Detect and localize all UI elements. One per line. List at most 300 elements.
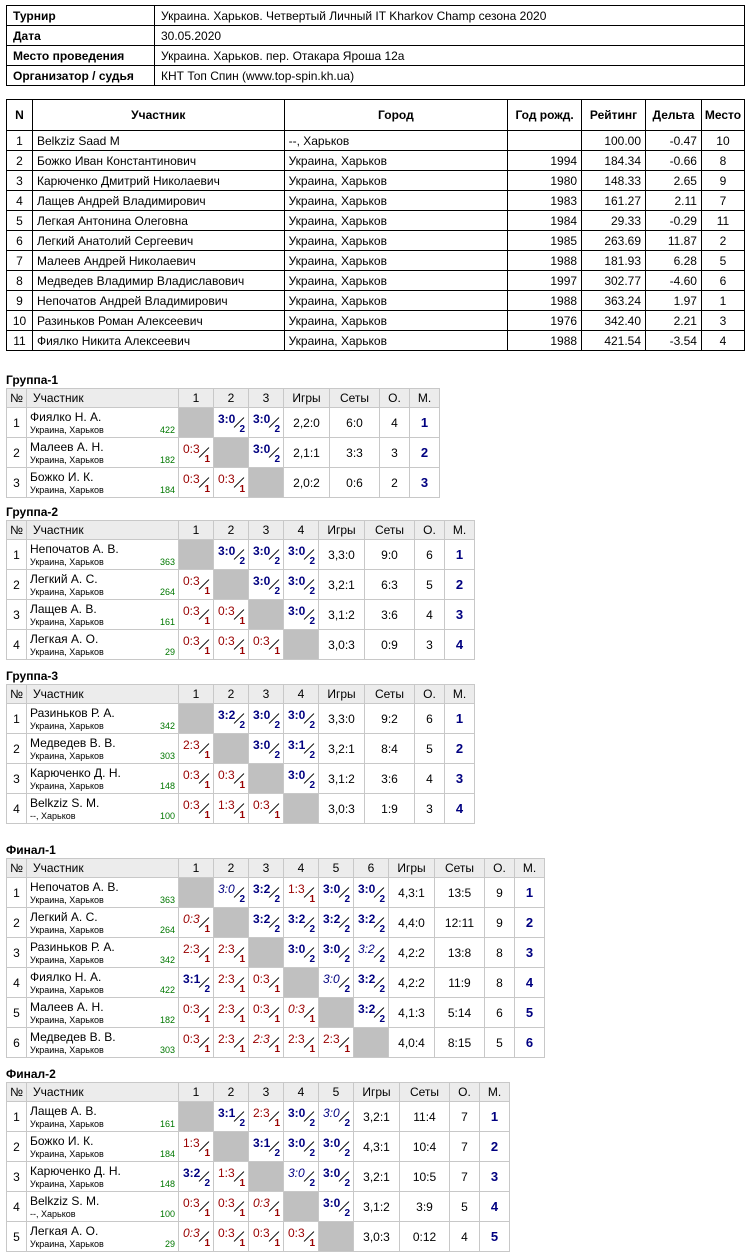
sets-cell: 11:4 bbox=[400, 1102, 450, 1132]
column-header: Сеты bbox=[330, 389, 380, 408]
match-result bbox=[319, 1102, 354, 1132]
self-cell bbox=[179, 408, 214, 438]
match-result bbox=[284, 1132, 319, 1162]
match-points: 1 bbox=[274, 984, 280, 995]
column-header: Город bbox=[284, 100, 508, 131]
place-cell: 5 bbox=[515, 998, 545, 1028]
player-name: Медведев В. В. bbox=[30, 1029, 116, 1044]
match-result bbox=[214, 878, 249, 908]
column-header: № bbox=[7, 389, 27, 408]
player-name: Разиньков Р. А. bbox=[30, 705, 115, 720]
player-cell bbox=[27, 764, 179, 794]
place-cell: 5 bbox=[480, 1222, 510, 1252]
participants-header-row bbox=[7, 100, 745, 131]
participant-cell: 4 bbox=[701, 331, 744, 351]
match-points: 1 bbox=[344, 1044, 350, 1055]
group-body bbox=[7, 704, 475, 824]
games-cell: 3,2:1 bbox=[319, 734, 365, 764]
participant-cell: -0.29 bbox=[646, 211, 702, 231]
player-rating: 342 bbox=[159, 721, 175, 731]
player-name: Непочатов А. В. bbox=[30, 541, 119, 556]
match-score: 3:0 bbox=[323, 1166, 341, 1180]
column-header: Сеты bbox=[365, 685, 415, 704]
place-cell: 3 bbox=[515, 938, 545, 968]
match-result bbox=[284, 540, 319, 570]
points-cell: 5 bbox=[485, 1028, 515, 1058]
row-number: 2 bbox=[7, 1132, 27, 1162]
participant-cell: Украина, Харьков bbox=[284, 291, 508, 311]
participant-cell: 1983 bbox=[508, 191, 582, 211]
match-result bbox=[249, 1222, 284, 1252]
match-points: 1 bbox=[239, 1044, 245, 1055]
match-result bbox=[319, 1028, 354, 1058]
place-cell: 3 bbox=[445, 600, 475, 630]
participant-row bbox=[7, 311, 745, 331]
match-points: 2 bbox=[274, 556, 280, 567]
match-score: 3:0 bbox=[288, 604, 306, 618]
match-result bbox=[284, 600, 319, 630]
match-points: 2 bbox=[309, 1178, 315, 1189]
participant-cell: Непочатов Андрей Владимирович bbox=[32, 291, 284, 311]
row-number: 5 bbox=[7, 1222, 27, 1252]
match-result bbox=[214, 794, 249, 824]
match-points: 1 bbox=[204, 1044, 210, 1055]
group-table bbox=[6, 388, 440, 498]
match-result bbox=[214, 968, 249, 998]
points-cell: 8 bbox=[485, 968, 515, 998]
player-city: Украина, Харьков bbox=[30, 750, 104, 761]
match-score: 1:3 bbox=[288, 882, 305, 896]
match-score: 3:0 bbox=[288, 768, 306, 782]
participant-cell: Божко Иван Константинович bbox=[32, 151, 284, 171]
games-cell: 4,4:0 bbox=[389, 908, 435, 938]
match-result bbox=[214, 1192, 249, 1222]
match-result bbox=[284, 1222, 319, 1252]
match-points: 2 bbox=[379, 984, 385, 995]
column-header: 1 bbox=[179, 1083, 214, 1102]
player-rating: 363 bbox=[159, 557, 175, 567]
player-city: Украина, Харьков bbox=[30, 424, 104, 435]
match-score: 0:3 bbox=[183, 1196, 200, 1210]
participant-cell: 1994 bbox=[508, 151, 582, 171]
participant-cell: Медведев Владимир Владиславович bbox=[32, 271, 284, 291]
match-score: 3:0 bbox=[288, 1166, 305, 1180]
match-result bbox=[214, 938, 249, 968]
player-rating: 264 bbox=[159, 587, 175, 597]
match-points: 1 bbox=[239, 484, 245, 495]
column-header: Игры bbox=[284, 389, 330, 408]
match-result bbox=[214, 704, 249, 734]
row-number: 3 bbox=[7, 468, 27, 498]
match-points: 2 bbox=[309, 720, 315, 731]
match-result bbox=[179, 764, 214, 794]
column-header: № bbox=[7, 1083, 27, 1102]
sets-cell: 0:12 bbox=[400, 1222, 450, 1252]
place-cell: 1 bbox=[445, 540, 475, 570]
participant-cell: 6 bbox=[7, 231, 33, 251]
player-cell bbox=[27, 570, 179, 600]
match-points: 1 bbox=[204, 1238, 210, 1249]
match-score: 3:0 bbox=[218, 882, 235, 896]
self-cell bbox=[249, 938, 284, 968]
match-result bbox=[214, 1162, 249, 1192]
participant-cell: -4.60 bbox=[646, 271, 702, 291]
player-cell bbox=[27, 540, 179, 570]
column-header: Участник bbox=[27, 859, 179, 878]
participant-cell: 1 bbox=[7, 131, 33, 151]
group-header-row bbox=[7, 685, 475, 704]
column-header: М. bbox=[445, 521, 475, 540]
games-cell: 2,1:1 bbox=[284, 438, 330, 468]
match-score: 0:3 bbox=[218, 472, 235, 486]
match-result bbox=[319, 908, 354, 938]
match-points: 1 bbox=[274, 1118, 280, 1129]
points-cell: 4 bbox=[415, 764, 445, 794]
participant-cell: 1980 bbox=[508, 171, 582, 191]
column-header: 3 bbox=[249, 389, 284, 408]
self-cell bbox=[284, 794, 319, 824]
match-points: 1 bbox=[204, 616, 210, 627]
match-score: 0:3 bbox=[288, 1002, 305, 1016]
match-result bbox=[249, 1192, 284, 1222]
participant-cell: 9 bbox=[7, 291, 33, 311]
match-points: 1 bbox=[274, 1238, 280, 1249]
match-points: 2 bbox=[274, 924, 280, 935]
row-number: 3 bbox=[7, 938, 27, 968]
match-points: 2 bbox=[379, 894, 385, 905]
match-result bbox=[249, 968, 284, 998]
player-city: Украина, Харьков bbox=[30, 1044, 104, 1055]
match-result bbox=[179, 794, 214, 824]
participant-cell: 5 bbox=[7, 211, 33, 231]
match-result bbox=[249, 570, 284, 600]
match-result bbox=[179, 1028, 214, 1058]
player-cell bbox=[27, 438, 179, 468]
points-cell: 4 bbox=[450, 1222, 480, 1252]
match-score: 0:3 bbox=[183, 1032, 200, 1046]
group-body bbox=[7, 878, 545, 1058]
player-name: Лащев А. В. bbox=[30, 601, 97, 616]
player-rating: 303 bbox=[159, 1045, 175, 1055]
match-score: 3:0 bbox=[288, 942, 306, 956]
participant-cell: Belkziz Saad M bbox=[32, 131, 284, 151]
participant-cell: 2 bbox=[701, 231, 744, 251]
match-points: 2 bbox=[309, 780, 315, 791]
match-score: 3:0 bbox=[218, 412, 236, 426]
match-score: 3:0 bbox=[288, 1136, 306, 1150]
group-header bbox=[7, 1083, 510, 1102]
self-cell bbox=[354, 1028, 389, 1058]
match-result bbox=[214, 408, 249, 438]
player-name: Малеев А. Н. bbox=[30, 439, 104, 454]
games-cell: 3,2:1 bbox=[319, 570, 365, 600]
match-result bbox=[249, 704, 284, 734]
match-score: 0:3 bbox=[218, 1196, 235, 1210]
place-cell: 3 bbox=[410, 468, 440, 498]
match-score: 2:3 bbox=[218, 942, 235, 956]
match-result bbox=[179, 998, 214, 1028]
column-header: Игры bbox=[319, 685, 365, 704]
player-city: Украина, Харьков bbox=[30, 924, 104, 935]
match-score: 0:3 bbox=[253, 1002, 270, 1016]
player-cell bbox=[27, 1192, 179, 1222]
match-result bbox=[354, 878, 389, 908]
match-score: 0:3 bbox=[288, 1226, 305, 1240]
match-score: 1:3 bbox=[218, 1166, 235, 1180]
self-cell bbox=[249, 1162, 284, 1192]
group-title: Группа-3 bbox=[6, 669, 59, 683]
column-header: Место bbox=[701, 100, 744, 131]
points-cell: 7 bbox=[450, 1162, 480, 1192]
match-result bbox=[319, 968, 354, 998]
match-score: 0:3 bbox=[183, 912, 200, 926]
row-number: 6 bbox=[7, 1028, 27, 1058]
match-result bbox=[249, 908, 284, 938]
player-name: Belkziz S. M. bbox=[30, 795, 100, 810]
player-name: Божко И. К. bbox=[30, 1133, 94, 1148]
column-header: Участник bbox=[27, 389, 179, 408]
participant-cell bbox=[508, 131, 582, 151]
match-score: 3:0 bbox=[323, 882, 341, 896]
participant-cell: Разиньков Роман Алексеевич bbox=[32, 311, 284, 331]
match-points: 2 bbox=[309, 556, 315, 567]
player-city: Украина, Харьков bbox=[30, 1238, 104, 1249]
sets-cell: 11:9 bbox=[435, 968, 485, 998]
match-result bbox=[249, 878, 284, 908]
player-cell bbox=[27, 408, 179, 438]
match-score: 3:0 bbox=[253, 544, 271, 558]
match-result bbox=[179, 968, 214, 998]
group-row bbox=[7, 540, 475, 570]
column-header: Участник bbox=[27, 685, 179, 704]
match-score: 3:2 bbox=[323, 912, 341, 926]
info-value: Украина. Харьков. пер. Отакара Яроша 12а bbox=[155, 46, 745, 66]
self-cell bbox=[179, 704, 214, 734]
match-score: 3:0 bbox=[253, 412, 271, 426]
player-rating: 29 bbox=[164, 647, 175, 657]
row-number: 3 bbox=[7, 764, 27, 794]
match-points: 1 bbox=[239, 954, 245, 965]
match-points: 2 bbox=[239, 1118, 245, 1129]
row-number: 5 bbox=[7, 998, 27, 1028]
group-table bbox=[6, 858, 545, 1058]
match-score: 3:1 bbox=[183, 972, 201, 986]
match-score: 3:0 bbox=[358, 882, 376, 896]
participant-cell: 5 bbox=[701, 251, 744, 271]
sets-cell: 3:6 bbox=[365, 600, 415, 630]
row-number: 4 bbox=[7, 630, 27, 660]
match-score: 3:2 bbox=[358, 972, 376, 986]
match-score: 2:3 bbox=[218, 1002, 235, 1016]
match-score: 3:2 bbox=[358, 912, 376, 926]
column-header: О. bbox=[380, 389, 410, 408]
match-result bbox=[179, 630, 214, 660]
group-title: Финал-2 bbox=[6, 1067, 56, 1081]
match-points: 2 bbox=[274, 586, 280, 597]
player-cell bbox=[27, 1028, 179, 1058]
participant-cell: --, Харьков bbox=[284, 131, 508, 151]
row-number: 3 bbox=[7, 600, 27, 630]
match-points: 1 bbox=[274, 810, 280, 821]
column-header: 2 bbox=[214, 859, 249, 878]
column-header: 3 bbox=[249, 1083, 284, 1102]
group-header-row bbox=[7, 389, 440, 408]
match-points: 1 bbox=[239, 1238, 245, 1249]
sets-cell: 0:9 bbox=[365, 630, 415, 660]
column-header: Рейтинг bbox=[582, 100, 646, 131]
match-points: 1 bbox=[204, 1014, 210, 1025]
match-result bbox=[354, 938, 389, 968]
match-points: 1 bbox=[274, 646, 280, 657]
player-cell bbox=[27, 794, 179, 824]
match-score: 2:3 bbox=[288, 1032, 305, 1046]
match-points: 1 bbox=[204, 484, 210, 495]
player-cell bbox=[27, 1162, 179, 1192]
player-cell bbox=[27, 734, 179, 764]
group-body bbox=[7, 408, 440, 498]
self-cell bbox=[284, 1192, 319, 1222]
player-city: Украина, Харьков bbox=[30, 720, 104, 731]
participant-cell: 363.24 bbox=[582, 291, 646, 311]
column-header: N bbox=[7, 100, 33, 131]
info-row bbox=[7, 26, 745, 46]
participant-cell: -0.66 bbox=[646, 151, 702, 171]
row-number: 1 bbox=[7, 704, 27, 734]
group-row bbox=[7, 878, 545, 908]
match-score: 0:3 bbox=[253, 1226, 270, 1240]
match-result bbox=[284, 998, 319, 1028]
info-value: Украина. Харьков. Четвертый Личный IT Kharkov Champ сезона 2020 bbox=[155, 6, 745, 26]
participant-cell: 148.33 bbox=[582, 171, 646, 191]
participant-cell: 2 bbox=[7, 151, 33, 171]
match-result bbox=[319, 878, 354, 908]
player-rating: 100 bbox=[159, 1209, 175, 1219]
player-cell bbox=[27, 938, 179, 968]
player-name: Легкий А. С. bbox=[30, 571, 98, 586]
participant-cell: -3.54 bbox=[646, 331, 702, 351]
match-score: 0:3 bbox=[183, 604, 200, 618]
games-cell: 3,2:1 bbox=[354, 1162, 400, 1192]
match-result bbox=[284, 908, 319, 938]
place-cell: 4 bbox=[515, 968, 545, 998]
match-result bbox=[249, 1102, 284, 1132]
group-row bbox=[7, 1028, 545, 1058]
participant-cell: Легкая Антонина Олеговна bbox=[32, 211, 284, 231]
participant-row bbox=[7, 291, 745, 311]
place-cell: 6 bbox=[515, 1028, 545, 1058]
games-cell: 4,2:2 bbox=[389, 938, 435, 968]
match-score: 0:3 bbox=[218, 1226, 235, 1240]
match-points: 1 bbox=[204, 454, 210, 465]
info-row bbox=[7, 6, 745, 26]
participant-cell: 161.27 bbox=[582, 191, 646, 211]
player-city: Украина, Харьков bbox=[30, 780, 104, 791]
participant-cell: 4 bbox=[7, 191, 33, 211]
participant-cell: Украина, Харьков bbox=[284, 191, 508, 211]
sets-cell: 5:14 bbox=[435, 998, 485, 1028]
sets-cell: 1:9 bbox=[365, 794, 415, 824]
self-cell bbox=[284, 968, 319, 998]
player-city: Украина, Харьков bbox=[30, 1118, 104, 1129]
participant-cell: 1 bbox=[701, 291, 744, 311]
games-cell: 3,0:3 bbox=[319, 630, 365, 660]
match-points: 2 bbox=[274, 424, 280, 435]
group-title: Группа-2 bbox=[6, 505, 59, 519]
match-score: 3:1 bbox=[288, 738, 306, 752]
player-cell bbox=[27, 1132, 179, 1162]
self-cell bbox=[214, 570, 249, 600]
participant-cell: 1988 bbox=[508, 251, 582, 271]
group-row bbox=[7, 998, 545, 1028]
match-score: 3:0 bbox=[218, 544, 236, 558]
match-result bbox=[249, 408, 284, 438]
match-points: 2 bbox=[309, 1148, 315, 1159]
match-score: 3:2 bbox=[253, 882, 271, 896]
match-score: 3:0 bbox=[253, 738, 271, 752]
games-cell: 3,1:2 bbox=[319, 764, 365, 794]
player-rating: 182 bbox=[159, 1015, 175, 1025]
group-row bbox=[7, 1102, 510, 1132]
match-result bbox=[354, 968, 389, 998]
match-points: 2 bbox=[274, 750, 280, 761]
self-cell bbox=[214, 438, 249, 468]
games-cell: 3,0:3 bbox=[319, 794, 365, 824]
group-header-row bbox=[7, 1083, 510, 1102]
player-name: Belkziz S. M. bbox=[30, 1193, 100, 1208]
row-number: 4 bbox=[7, 794, 27, 824]
games-cell: 4,0:4 bbox=[389, 1028, 435, 1058]
participant-cell: Украина, Харьков bbox=[284, 331, 508, 351]
participant-cell: Украина, Харьков bbox=[284, 271, 508, 291]
player-rating: 100 bbox=[159, 811, 175, 821]
match-points: 1 bbox=[309, 1238, 315, 1249]
player-cell bbox=[27, 968, 179, 998]
games-cell: 4,3:1 bbox=[354, 1132, 400, 1162]
match-result bbox=[179, 1222, 214, 1252]
match-result bbox=[249, 734, 284, 764]
match-score: 0:3 bbox=[183, 442, 200, 456]
player-name: Непочатов А. В. bbox=[30, 879, 119, 894]
sets-cell: 13:5 bbox=[435, 878, 485, 908]
participant-cell: 3 bbox=[701, 311, 744, 331]
row-number: 4 bbox=[7, 968, 27, 998]
player-name: Божко И. К. bbox=[30, 469, 94, 484]
group-body bbox=[7, 1102, 510, 1252]
place-cell: 4 bbox=[445, 794, 475, 824]
player-city: Украина, Харьков bbox=[30, 984, 104, 995]
match-result bbox=[214, 1102, 249, 1132]
group-row bbox=[7, 764, 475, 794]
games-cell: 3,3:0 bbox=[319, 540, 365, 570]
match-score: 2:3 bbox=[218, 1032, 235, 1046]
column-header: 4 bbox=[284, 1083, 319, 1102]
match-result bbox=[249, 438, 284, 468]
place-cell: 4 bbox=[445, 630, 475, 660]
match-result bbox=[179, 1192, 214, 1222]
participant-cell: Лащев Андрей Владимирович bbox=[32, 191, 284, 211]
match-result bbox=[249, 540, 284, 570]
match-result bbox=[249, 1028, 284, 1058]
group-row bbox=[7, 908, 545, 938]
match-result bbox=[214, 630, 249, 660]
participant-cell: 263.69 bbox=[582, 231, 646, 251]
group-row bbox=[7, 630, 475, 660]
participant-cell: -0.47 bbox=[646, 131, 702, 151]
match-result bbox=[214, 468, 249, 498]
group-title: Финал-1 bbox=[6, 843, 56, 857]
participant-cell: 1.97 bbox=[646, 291, 702, 311]
participant-row bbox=[7, 331, 745, 351]
